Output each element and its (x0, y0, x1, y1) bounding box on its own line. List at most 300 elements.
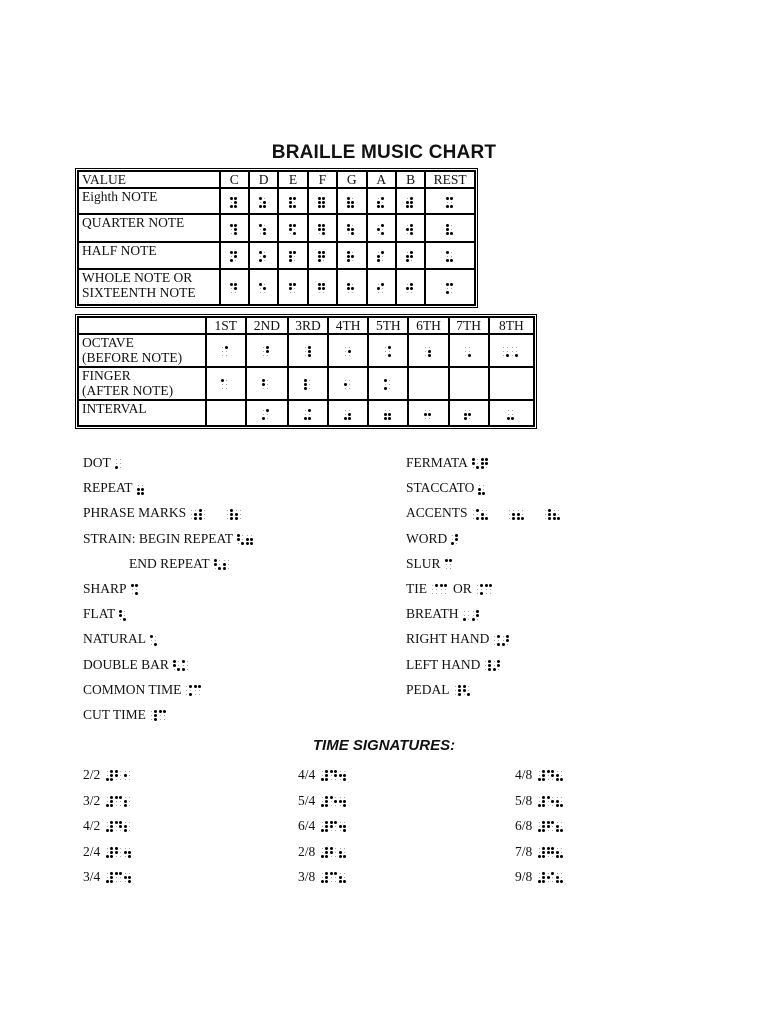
braille-cell (289, 283, 296, 294)
braille-table-cell (246, 400, 288, 426)
braille-cell (115, 458, 122, 469)
braille-cell (150, 710, 157, 721)
or-label: OR (453, 581, 472, 596)
braille-symbol (384, 346, 393, 357)
braille-symbol (406, 251, 415, 262)
braille-cell (115, 821, 122, 832)
braille-symbol (289, 224, 298, 235)
symbol-dot (83, 455, 124, 471)
row-label: QUARTER NOTE (78, 214, 220, 242)
braille-table-cell (396, 214, 425, 242)
braille-cell (538, 770, 545, 781)
braille-table-cell (249, 242, 278, 269)
braille-cell (330, 770, 337, 781)
symbol-slur (406, 556, 454, 572)
symbol-fermata (406, 455, 490, 471)
braille-cell (318, 197, 325, 208)
braille-cell (185, 685, 192, 696)
braille-cell (304, 409, 311, 420)
symbol-right-hand (406, 631, 511, 647)
braille-table-cell (489, 400, 534, 426)
braille-table-cell (337, 269, 366, 305)
braille-symbol (344, 379, 353, 390)
braille-cell (339, 796, 346, 807)
time-signature-label: 9/8 (515, 869, 533, 884)
symbol-phrase-marks (83, 505, 244, 521)
braille-cell (262, 379, 269, 390)
symbol-label: RIGHT HAND (406, 631, 490, 647)
braille-symbol (150, 635, 159, 646)
braille-table-cell (288, 334, 328, 367)
braille-symbol (318, 251, 327, 262)
braille-cell (507, 409, 514, 420)
braille-symbol (230, 197, 239, 208)
braille-table-cell (288, 400, 328, 426)
row-label: OCTAVE (BEFORE NOTE) (78, 334, 206, 367)
braille-cell (544, 509, 551, 520)
braille-table-cell (246, 334, 288, 367)
braille-cell (230, 251, 237, 262)
symbol-staccato (406, 480, 487, 496)
time-signature-label: 5/8 (515, 792, 533, 808)
braille-cell (150, 635, 157, 646)
column-header: F (308, 171, 337, 188)
braille-cell (199, 509, 206, 520)
braille-cell (484, 660, 491, 671)
braille-cell (377, 283, 384, 294)
braille-symbol (464, 346, 473, 357)
time-signature-7-8 (515, 844, 565, 860)
table-row (78, 334, 534, 367)
octave-finger-interval-table (77, 316, 535, 427)
braille-cell (304, 346, 311, 357)
braille-cell (463, 610, 470, 621)
braille-table-cell (367, 188, 396, 214)
symbol-breath (406, 606, 481, 622)
braille-cell (476, 584, 483, 595)
braille-table-cell (246, 367, 288, 400)
braille-symbol (377, 251, 386, 262)
symbol-label: NATURAL (83, 631, 146, 647)
braille-symbol (347, 197, 356, 208)
braille-table-cell (449, 334, 489, 367)
braille-cell (446, 224, 453, 235)
symbol-flat (83, 606, 128, 622)
braille-symbol (502, 346, 520, 357)
time-signature-label: 2/2 (83, 767, 101, 782)
row-label: HALF NOTE (78, 242, 220, 269)
symbol-label: WORD (406, 530, 448, 546)
time-signature-label: 7/8 (515, 843, 533, 859)
braille-symbol (304, 409, 313, 420)
braille-cell (553, 509, 560, 520)
braille-symbol (321, 847, 348, 858)
braille-cell (446, 283, 453, 294)
column-header: C (220, 171, 249, 188)
braille-table-cell (396, 188, 425, 214)
braille-symbol (230, 251, 239, 262)
symbol-label: PHRASE MARKS (83, 505, 187, 521)
column-header: 3RD (288, 317, 328, 334)
braille-cell (321, 872, 328, 883)
braille-table-cell (220, 269, 249, 305)
symbol-label: SLUR (406, 555, 441, 571)
braille-cell (321, 796, 328, 807)
braille-table-cell (425, 269, 475, 305)
braille-cell (481, 509, 488, 520)
braille-symbol (446, 251, 455, 262)
symbol-common-time (83, 682, 203, 698)
braille-cell (464, 346, 471, 357)
braille-symbol (226, 509, 244, 520)
braille-symbol (384, 379, 393, 390)
braille-cell (517, 509, 524, 520)
braille-cell (124, 847, 131, 858)
braille-cell (237, 534, 244, 545)
time-signature-label: 3/4 (83, 869, 101, 884)
braille-cell (451, 534, 458, 545)
column-header: A (367, 171, 396, 188)
braille-table-cell (408, 367, 448, 400)
time-signature-label: 3/2 (83, 792, 101, 808)
braille-cell (547, 796, 554, 807)
braille-cell (330, 847, 337, 858)
braille-symbol (321, 770, 348, 781)
braille-symbol (406, 224, 415, 235)
braille-symbol (484, 660, 502, 671)
braille-symbol (259, 224, 268, 235)
row-label: Eighth NOTE (78, 188, 220, 214)
braille-cell (344, 346, 351, 357)
braille-cell (547, 872, 554, 883)
time-signature-2-2 (83, 767, 133, 783)
braille-symbol (106, 821, 133, 832)
braille-table-cell (249, 269, 278, 305)
braille-cell (347, 197, 354, 208)
braille-symbol (445, 559, 454, 570)
braille-symbol (289, 251, 298, 262)
symbol-natural (83, 631, 159, 647)
symbol-label: LEFT HAND (406, 656, 481, 672)
braille-table-cell (425, 188, 475, 214)
braille-cell (106, 770, 113, 781)
braille-cell (347, 283, 354, 294)
braille-cell (424, 346, 431, 357)
braille-cell (339, 821, 346, 832)
braille-symbol (406, 197, 415, 208)
braille-cell (194, 685, 201, 696)
symbol-tie (406, 581, 494, 597)
symbol-label: FLAT (83, 606, 116, 622)
braille-symbol (347, 224, 356, 235)
symbol-accents (406, 505, 562, 521)
braille-cell (556, 821, 563, 832)
braille-cell (259, 251, 266, 262)
braille-cell (115, 847, 122, 858)
braille-cell (190, 509, 197, 520)
column-header: G (337, 171, 366, 188)
braille-table-cell (206, 367, 246, 400)
braille-symbol (347, 283, 356, 294)
braille-symbol (131, 584, 140, 595)
braille-cell (445, 559, 452, 570)
braille-symbol (431, 584, 449, 595)
braille-symbol (137, 484, 146, 495)
braille-cell (538, 847, 545, 858)
braille-cell (221, 379, 228, 390)
braille-cell (538, 796, 545, 807)
braille-symbol (106, 847, 133, 858)
symbol-label: BREATH (406, 606, 459, 622)
braille-table-cell (328, 334, 368, 367)
braille-table-cell (206, 400, 246, 426)
braille-cell (377, 197, 384, 208)
braille-cell (321, 847, 328, 858)
braille-symbol (262, 409, 271, 420)
braille-cell (508, 509, 515, 520)
time-signature-label: 4/4 (298, 767, 316, 782)
braille-cell (259, 197, 266, 208)
braille-cell (481, 458, 488, 469)
braille-cell (221, 346, 228, 357)
table-header-row (78, 171, 475, 188)
symbol-label: END REPEAT (129, 555, 210, 571)
symbol-label: SHARP (83, 581, 127, 596)
time-signature-4-4 (298, 767, 348, 783)
braille-symbol (304, 379, 313, 390)
column-header: 2ND (246, 317, 288, 334)
braille-table-cell (425, 214, 475, 242)
braille-cell (424, 409, 431, 420)
row-label: INTERVAL (78, 400, 206, 426)
braille-cell (472, 509, 479, 520)
braille-cell (289, 224, 296, 235)
table-row (78, 367, 534, 400)
braille-table-cell (220, 188, 249, 214)
braille-cell (377, 251, 384, 262)
braille-table-cell (278, 242, 307, 269)
time-signature-3-2 (83, 793, 133, 809)
time-signature-2-8 (298, 844, 348, 860)
braille-cell (472, 458, 479, 469)
symbol-label: DOT (83, 455, 111, 470)
braille-cell (493, 635, 500, 646)
braille-symbol (150, 710, 168, 721)
braille-symbol (321, 872, 348, 883)
time-signature-3-4 (83, 869, 133, 885)
braille-cell (446, 251, 453, 262)
braille-symbol (321, 821, 348, 832)
braille-table-cell (396, 269, 425, 305)
braille-symbol (538, 847, 565, 858)
braille-cell (347, 224, 354, 235)
braille-cell (259, 283, 266, 294)
braille-cell (259, 224, 266, 235)
braille-table-cell (367, 214, 396, 242)
braille-cell (511, 346, 518, 357)
braille-symbol (446, 283, 455, 294)
time-signature-5-8 (515, 793, 565, 809)
braille-symbol (493, 635, 511, 646)
braille-cell (406, 283, 413, 294)
time-signature-9-8 (515, 869, 565, 885)
braille-symbol (538, 770, 565, 781)
braille-symbol (119, 610, 128, 621)
braille-cell (330, 872, 337, 883)
braille-cell (289, 251, 296, 262)
braille-symbol (289, 197, 298, 208)
braille-symbol (538, 872, 565, 883)
braille-table-cell (367, 242, 396, 269)
braille-cell (406, 251, 413, 262)
braille-symbol (446, 224, 455, 235)
braille-table-cell (220, 214, 249, 242)
column-header: REST (425, 171, 475, 188)
braille-symbol (106, 872, 133, 883)
braille-cell (182, 660, 189, 671)
braille-cell (547, 821, 554, 832)
braille-table-cell (249, 214, 278, 242)
braille-symbol (262, 379, 271, 390)
time-signature-6-8 (515, 818, 565, 834)
braille-cell (262, 346, 269, 357)
braille-symbol (259, 251, 268, 262)
braille-table-cell (249, 188, 278, 214)
braille-cell (556, 770, 563, 781)
column-header: 4TH (328, 317, 368, 334)
braille-symbol (424, 409, 433, 420)
braille-table-cell (408, 334, 448, 367)
braille-cell (226, 509, 233, 520)
braille-cell (330, 821, 337, 832)
braille-cell (464, 409, 471, 420)
braille-symbol (507, 409, 516, 420)
time-signature-6-4 (298, 818, 348, 834)
braille-cell (318, 251, 325, 262)
braille-table-cell (278, 269, 307, 305)
column-header: 1ST (206, 317, 246, 334)
braille-table-cell (288, 367, 328, 400)
braille-cell (440, 584, 447, 595)
time-signature-label: 5/4 (298, 792, 316, 808)
braille-cell (556, 847, 563, 858)
braille-table-cell (328, 367, 368, 400)
symbol-label: ACCENTS (406, 505, 468, 521)
symbol-cut-time (83, 707, 168, 723)
braille-table-cell (308, 269, 337, 305)
braille-symbol (451, 534, 460, 545)
table-row (78, 242, 475, 269)
braille-table-cell (425, 242, 475, 269)
time-signature-label: 4/8 (515, 767, 533, 782)
symbol-repeat (83, 480, 146, 496)
time-signature-4-8 (515, 767, 565, 783)
braille-cell (485, 584, 492, 595)
column-header: 5TH (368, 317, 408, 334)
braille-symbol (344, 346, 353, 357)
symbol-label: TIE (406, 581, 427, 596)
braille-cell (115, 796, 122, 807)
braille-cell (318, 283, 325, 294)
braille-symbol (237, 534, 255, 545)
braille-symbol (377, 283, 386, 294)
braille-symbol (377, 197, 386, 208)
braille-cell (377, 224, 384, 235)
braille-table-cell (278, 214, 307, 242)
braille-symbol (230, 224, 239, 235)
column-header (78, 317, 206, 334)
braille-symbol (508, 509, 526, 520)
braille-symbol (304, 346, 313, 357)
braille-cell (119, 610, 126, 621)
braille-cell (478, 484, 485, 495)
braille-cell (339, 847, 346, 858)
braille-cell (547, 770, 554, 781)
braille-symbol (463, 610, 481, 621)
braille-table-cell (368, 400, 408, 426)
braille-cell (124, 796, 131, 807)
braille-cell (431, 584, 438, 595)
column-header: B (396, 171, 425, 188)
braille-cell (262, 409, 269, 420)
braille-cell (538, 821, 545, 832)
braille-table-cell (367, 269, 396, 305)
braille-symbol (185, 685, 203, 696)
symbol-word (406, 531, 460, 547)
braille-table-cell (489, 334, 534, 367)
braille-cell (230, 224, 237, 235)
time-signature-label: 4/2 (83, 818, 101, 833)
braille-cell (330, 796, 337, 807)
braille-symbol (115, 458, 124, 469)
row-label: WHOLE NOTE OR SIXTEENTH NOTE (78, 269, 220, 305)
braille-cell (384, 346, 391, 357)
braille-table-cell (308, 188, 337, 214)
note-values-table (77, 170, 476, 306)
braille-cell (304, 379, 311, 390)
braille-cell (556, 796, 563, 807)
time-signature-label: 3/8 (298, 869, 316, 884)
symbol-label: STACCATO (406, 480, 475, 496)
braille-cell (339, 770, 346, 781)
braille-cell (463, 685, 470, 696)
braille-cell (347, 251, 354, 262)
braille-cell (106, 821, 113, 832)
symbol-pedal (406, 682, 472, 698)
braille-cell (321, 770, 328, 781)
table-header-row (78, 317, 534, 334)
time-signature-4-2 (83, 818, 133, 834)
braille-symbol (424, 346, 433, 357)
braille-symbol (214, 559, 232, 570)
column-header: 7TH (449, 317, 489, 334)
braille-table-cell (489, 367, 534, 400)
braille-cell (223, 559, 230, 570)
braille-cell (446, 197, 453, 208)
symbol-label: REPEAT (83, 480, 133, 496)
braille-symbol (321, 796, 348, 807)
braille-cell (339, 872, 346, 883)
braille-table-cell (220, 242, 249, 269)
column-header: E (278, 171, 307, 188)
time-signature-2-4 (83, 844, 133, 860)
braille-table-cell (368, 334, 408, 367)
braille-symbol (406, 283, 415, 294)
braille-cell (289, 197, 296, 208)
braille-cell (406, 224, 413, 235)
braille-cell (115, 770, 122, 781)
braille-cell (493, 660, 500, 671)
